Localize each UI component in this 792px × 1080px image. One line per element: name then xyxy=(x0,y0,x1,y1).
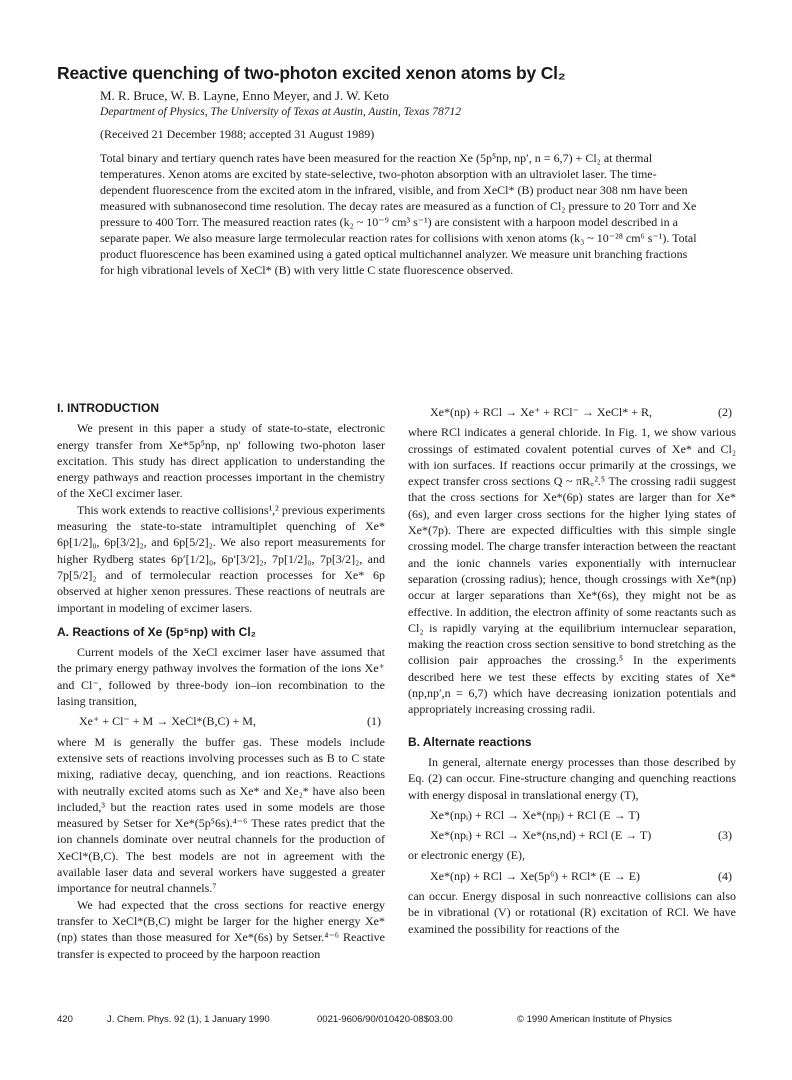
received-dates: (Received 21 December 1988; accepted 31 August 1989) xyxy=(100,127,375,141)
abstract-text: Total binary and tertiary quench rates have been measured for the reaction Xe (5p⁵np, np′, n = 6,7) + Cl₂ at thermal temperatures. Xenon atoms are excited by state-selective, two-photon absorption with an ultraviolet laser. The time-dependent fluorescence from the excited atom in the infrared, visible, and from XeCl* (B) product near 308 nm have been measured with subnanosecond time resolution. The decay rates are measured as a function of Cl₂ pressure to 20 Torr and Xe pressure to 400 Torr. The measured reaction rates (k₂ ~ 10⁻⁹ cm³ s⁻¹) are consistent with a harpoon model described in a separate paper. We also measure large termolecular reaction rates for collisions with xenon atoms (k₃ ~ 10⁻²⁸ cm⁶ s⁻¹). Total product fluorescence has been examined using a gated optical multichannel analyzer. We measure unit branching fractions for high vibrational levels of XeCl* (B) with very little C state fluorescence observed. xyxy=(100,151,697,277)
paragraph: or electronic energy (E), xyxy=(408,848,526,863)
paragraph: This work extends to reactive collisions¹,² previous experiments measuring the state-to-state intramultiplet quenching of Xe* 6p[1/2]₀, 6p[3/2]₂, and 6p[5/2]₂. We also report measurements for higher Rydberg states 6p′[1/2]₀, 6p′[3/2]₂, 7p[1/2]₀, 7p[3/2]₂, and 7p[5/2]₂ and of termolecular reaction processes for Xe* 6p observed at higher xenon pressures. These reactions of neutrals are important in modeling of excimer lasers. xyxy=(57,502,385,615)
copyright: © 1990 American Institute of Physics xyxy=(517,1014,672,1025)
right-column xyxy=(408,400,736,937)
equation-4 xyxy=(408,868,736,884)
equation-number: (4) xyxy=(718,868,732,883)
equation-number: (3) xyxy=(718,828,732,843)
left-column xyxy=(57,400,385,962)
equation-number: (1) xyxy=(367,714,381,729)
subsection-heading-b: B. Alternate reactions xyxy=(408,734,532,749)
equation-2 xyxy=(408,404,736,420)
page-footer xyxy=(57,1014,717,1025)
paragraph: can occur. Energy disposal in such nonreactive collisions can also be in vibrational (V) or rotational (R) excitation of RCl. We have examined the possibility for reactions of the xyxy=(408,889,736,936)
equation-text: Xe*(np) + RCl → Xe⁺ + RCl⁻ → XeCl* + R, xyxy=(430,405,652,419)
paragraph: where RCl indicates a general chloride. In Fig. 1, we show various crossings of estimated covalent potential curves of Xe* and Cl₂ with ion surfaces. If reactions occur primarily at the crossings, we expect transfer cross sections Q ~ πR꜀².⁵ The crossing radii suggest that the cross sections for Xe*(6p) states are larger than for Xe*(6s), and even larger cross sections for the higher lying states of Xe*(7p). There are expected difficulties with this simple single crossing model. The charge transfer interaction between the reactant and the ionic channels varies exponentially with internuclear separation (crossing radius); hence, though crossings with Xe*(np) occur at larger separations than Xe*(6s), they might not be as effective. In addition, the electron affinity of some reactants such as Cl₂ is rapidly varying at the equilibrium internuclear separation, making the reaction cross section sensitive to bond stretching as the collision pair approaches the crossing.⁵ In the experiments described here we test these effects by exciting states of Xe*(np,np′,n = 6,7) which have decreasing ionization potentials and appropriately increasing crossing radii. xyxy=(408,425,736,717)
subsection-heading-a: A. Reactions of Xe (5p⁵np) with Cl₂ xyxy=(57,624,256,639)
equation-text: Xe*(npᵢ) + RCl → Xe*(npⱼ) + RCl (E → T) xyxy=(430,807,640,822)
equation-number: (2) xyxy=(718,405,732,419)
paragraph: In general, alternate energy processes than those described by Eq. (2) can occur. Fine-structure changing and quenching reactions with energy disposal in translational energy (T), xyxy=(408,754,736,802)
equation-text: Xe*(npᵢ) + RCl → Xe*(ns,nd) + RCl (E → T) xyxy=(430,828,652,843)
equation-3a xyxy=(408,807,736,823)
article-code: 0021-9606/90/010420-08$03.00 xyxy=(317,1014,453,1025)
equation-1 xyxy=(57,713,385,729)
paragraph: Current models of the XeCl excimer laser have assumed that the primary energy pathway involves the formation of the ions Xe⁺ and Cl⁻, followed by three-body ion–ion recombination to the lasing transition, xyxy=(57,645,385,709)
equation-3b xyxy=(408,827,736,843)
equation-text: Xe*(np) + RCl → Xe(5p⁶) + RCl* (E → E) xyxy=(430,868,641,883)
paragraph: We had expected that the cross sections for reactive energy transfer to XeCl*(B,C) might be larger for the higher energy Xe*(np) states than those measured for Xe*(6s) by Setser.⁴⁻⁶ Reactive transfer is expected to proceed by the harpoon reaction xyxy=(57,897,385,961)
page-number: 420 xyxy=(57,1014,73,1025)
equation-text: Xe⁺ + Cl⁻ + M → XeCl*(B,C) + M, xyxy=(79,714,256,729)
affiliation: Department of Physics, The University of Texas at Austin, Austin, Texas 78712 xyxy=(100,106,461,118)
abstract xyxy=(100,150,700,278)
section-heading-introduction: I. INTRODUCTION xyxy=(57,401,159,415)
paragraph: where M is generally the buffer gas. These models include extensive sets of reactions involving processes such as B to C state mixing, radiative decay, quenching, and ion reactions. Reactions with neutrally excited atoms such as Xe* and Xe₂* have also been included,³ but the reaction rates used in some models are those measured by Setser for Xe*(5p⁵6s).⁴⁻⁶ These rates predict that the ion channels dominate over neutral channels for the production of XeCl*(B,C). The best models are not in agreement with the available laser data and several workers have suggested a greater importance for neutral channels.⁷ xyxy=(57,734,385,896)
paper-title: Reactive quenching of two-photon excited xenon atoms by Cl₂ xyxy=(57,63,566,83)
paragraph: We present in this paper a study of state-to-state, electronic energy transfer from Xe*5p⁵np, np′ following two-photon laser excitation. This study has direct application to understanding the energy pathways and reaction processes important in the chemistry of the XeCl excimer laser. xyxy=(57,421,385,501)
authors: M. R. Bruce, W. B. Layne, Enno Meyer, and J. W. Keto xyxy=(100,88,390,103)
journal-citation: J. Chem. Phys. 92 (1), 1 January 1990 xyxy=(107,1014,270,1025)
